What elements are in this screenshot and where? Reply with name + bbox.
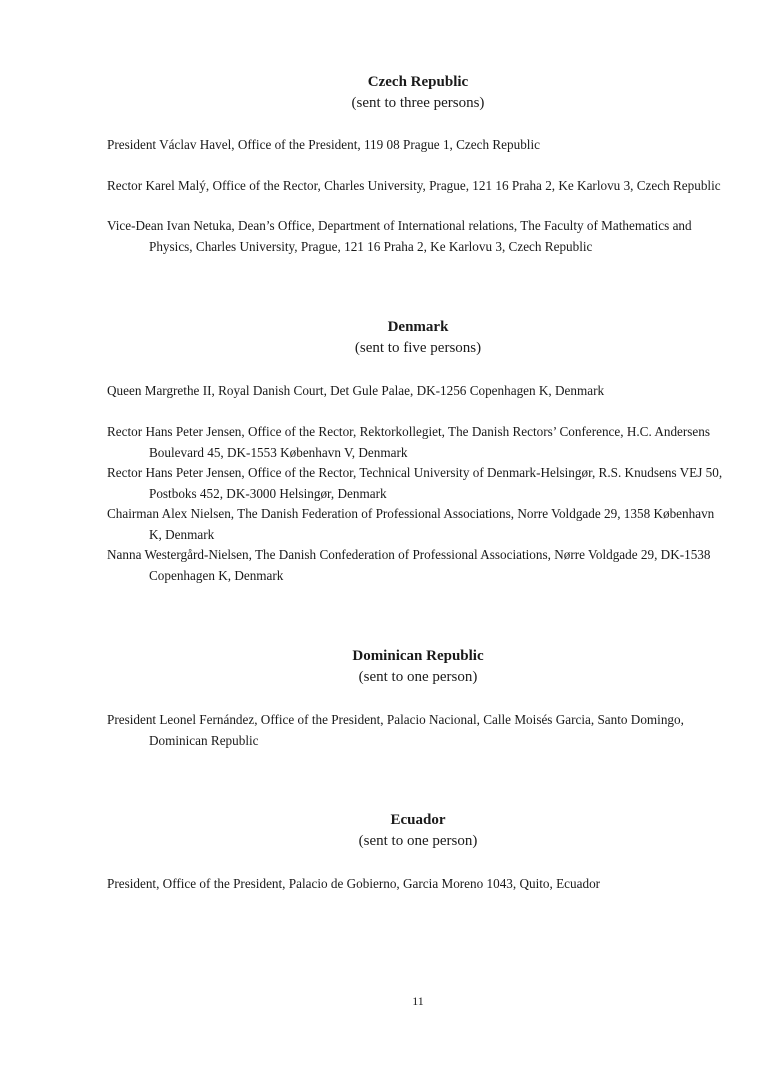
address-entry: Chairman Alex Nielsen, The Danish Federation of Professional Associations, Norre Voldgade 29, 1358 København K, Denmark [107,506,715,542]
section-recipients-ecuador: (sent to one person) [358,833,478,849]
section-heading-czech-republic: Czech Republic [367,74,469,90]
address-entry: Vice-Dean Ivan Netuka, Dean’s Office, Department of International relations, The Faculty of Mathematics and Physics, Charles University, Prague, 121 16 Praha 2, Ke Karlovu 3, Czech Republic [107,218,692,254]
section-recipients-dominican-republic: (sent to one person) [358,669,478,685]
section-recipients-czech-republic: (sent to three persons) [351,95,485,111]
section-heading-dominican-republic: Dominican Republic [352,648,484,664]
section-recipients-denmark: (sent to five persons) [354,340,482,356]
address-entry: Rector Karel Malý, Office of the Rector, Charles University, Prague, 121 16 Praha 2, Ke Karlovu 3, Czech Republic [107,178,721,193]
page-number: 11 [412,994,424,1008]
address-entry: Nanna Westergård-Nielsen, The Danish Confederation of Professional Associations, Nørre Voldgade 29, DK-1538 Copenhagen K, Denmark [107,547,711,583]
address-entry: President Václav Havel, Office of the President, 119 08 Prague 1, Czech Republic [107,137,540,152]
address-entry: President Leonel Fernández, Office of the President, Palacio Nacional, Calle Moisés Garcia, Santo Domingo, Dominican Republic [107,712,684,748]
section-heading-ecuador: Ecuador [390,812,446,828]
address-entry: Rector Hans Peter Jensen, Office of the Rector, Technical University of Denmark-Helsingør, R.S. Knudsens VEJ 50, Postboks 452, DK-3000 Helsingør, Denmark [107,465,723,501]
section-heading-denmark: Denmark [387,319,449,335]
address-entry: Rector Hans Peter Jensen, Office of the Rector, Rektorkollegiet, The Danish Rectors’ Conference, H.C. Andersens Boulevard 45, DK-1553 København V, Denmark [107,424,710,460]
address-entry: President, Office of the President, Palacio de Gobierno, Garcia Moreno 1043, Quito, Ecuador [107,876,601,891]
address-entry: Queen Margrethe II, Royal Danish Court, Det Gule Palae, DK-1256 Copenhagen K, Denmark [107,383,605,398]
